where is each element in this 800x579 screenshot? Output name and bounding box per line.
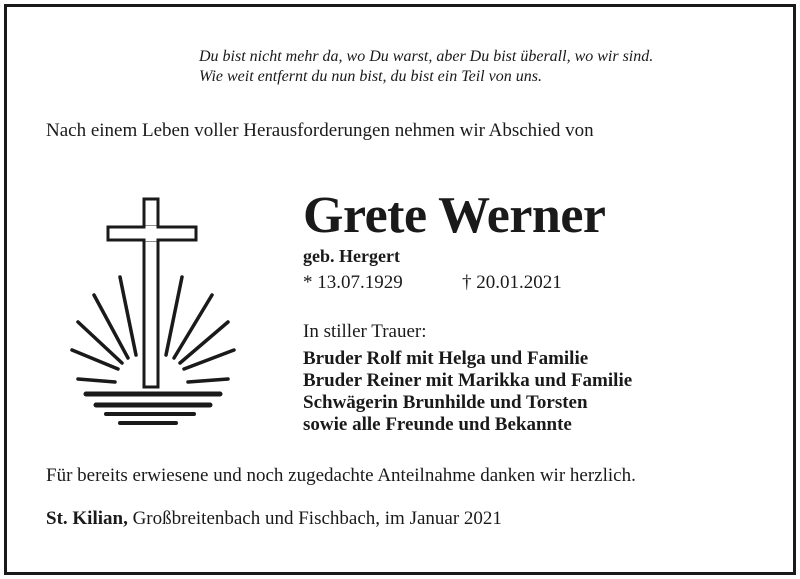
- mourner-line: Bruder Rolf mit Helga und Familie: [303, 348, 589, 369]
- place-rest: Großbreitenbach und Fischbach, im Januar 2021: [127, 508, 502, 529]
- mourner-line: sowie alle Freunde und Bekannte: [303, 414, 572, 435]
- birth-date: * 13.07.1929: [303, 272, 403, 293]
- mourning-heading: In stiller Trauer:: [303, 321, 427, 342]
- death-date: † 20.01.2021: [462, 272, 562, 293]
- quote-line-1: Du bist nicht mehr da, wo Du warst, aber Du bist überall, wo wir sind.: [199, 48, 654, 65]
- quote-line-2: Wie weit entfernt du nun bist, du bist ein Teil von uns.: [199, 68, 542, 85]
- deceased-name: Grete Werner: [303, 187, 606, 244]
- place-location: St. Kilian,: [46, 508, 128, 529]
- thanks-text: Für bereits erwiesene und noch zugedachte Anteilnahme danken wir herzlich.: [46, 465, 636, 486]
- place-date-line: [46, 508, 502, 530]
- intro-text: Nach einem Leben voller Herausforderungen nehmen wir Abschied von: [46, 120, 594, 141]
- maiden-name: geb. Hergert: [303, 246, 400, 266]
- mourner-line: Bruder Reiner mit Marikka und Familie: [303, 370, 633, 391]
- cross-rising-sun-icon: [68, 195, 238, 430]
- mourner-line: Schwägerin Brunhilde und Torsten: [303, 392, 588, 413]
